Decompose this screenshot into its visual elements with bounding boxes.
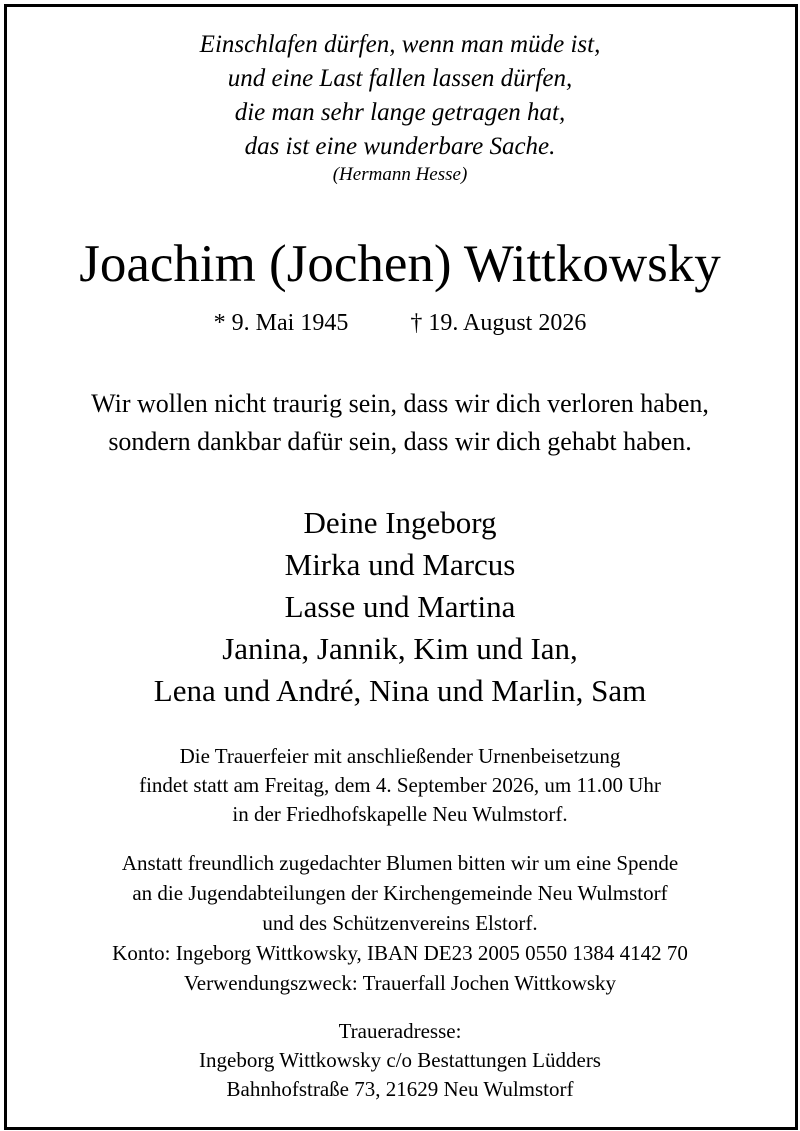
life-dates — [0, 308, 800, 338]
birth-date: * 9. Mai 1945 — [213, 310, 349, 336]
quote-line: das ist eine wunderbare Sache. — [244, 133, 556, 160]
quote-line: und eine Last fallen lassen dürfen, — [227, 65, 573, 92]
mourner-line: Lena und André, Nina und Marlin, Sam — [153, 673, 647, 708]
saying-line: Wir wollen nicht traurig sein, dass wir dich verloren haben, — [91, 389, 709, 418]
saying-line: sondern dankbar dafür sein, dass wir dich gehabt haben. — [108, 427, 692, 456]
address-line: Bahnhofstraße 73, 21629 Neu Wulmstorf — [226, 1077, 574, 1101]
hesse-quote — [0, 28, 800, 188]
quote-line: Einschlafen dürfen, wenn man müde ist, — [199, 31, 601, 58]
service-line: findet statt am Freitag, dem 4. September 2026, um 11.00 Uhr — [139, 773, 661, 797]
address-line: Ingeborg Wittkowsky c/o Bestattungen Lüdders — [199, 1048, 601, 1072]
donation-info — [0, 848, 800, 998]
donation-line: und des Schützenvereins Elstorf. — [262, 911, 538, 935]
donation-line: an die Jugendabteilungen der Kirchengemeinde Neu Wulmstorf — [132, 881, 668, 905]
deceased-name: Joachim (Jochen) Wittkowsky — [79, 235, 721, 293]
donation-line: Anstatt freundlich zugedachter Blumen bitten wir um eine Spende — [121, 851, 679, 875]
quote-line: die man sehr lange getragen hat, — [234, 99, 566, 126]
mourner-line: Mirka und Marcus — [284, 547, 516, 582]
quote-attribution: (Hermann Hesse) — [332, 164, 468, 185]
bank-account-line: Konto: Ingeborg Wittkowsky, IBAN DE23 2005 0550 1384 4142 70 — [112, 941, 688, 965]
service-line: Die Trauerfeier mit anschließender Urnenbeisetzung — [179, 744, 621, 768]
mourner-line: Deine Ingeborg — [303, 505, 497, 540]
funeral-service-info — [0, 742, 800, 829]
address-heading: Traueradresse: — [338, 1019, 462, 1043]
mourner-line: Lasse und Martina — [284, 589, 516, 624]
payment-reference-line: Verwendungszweck: Trauerfall Jochen Wittkowsky — [183, 971, 617, 995]
death-date: † 19. August 2026 — [410, 310, 587, 336]
mourners-list — [0, 502, 800, 712]
memorial-saying — [0, 385, 800, 461]
service-line: in der Friedhofskapelle Neu Wulmstorf. — [232, 802, 568, 826]
mourner-line: Janina, Jannik, Kim und Ian, — [222, 631, 578, 666]
mourning-address — [0, 1017, 800, 1104]
